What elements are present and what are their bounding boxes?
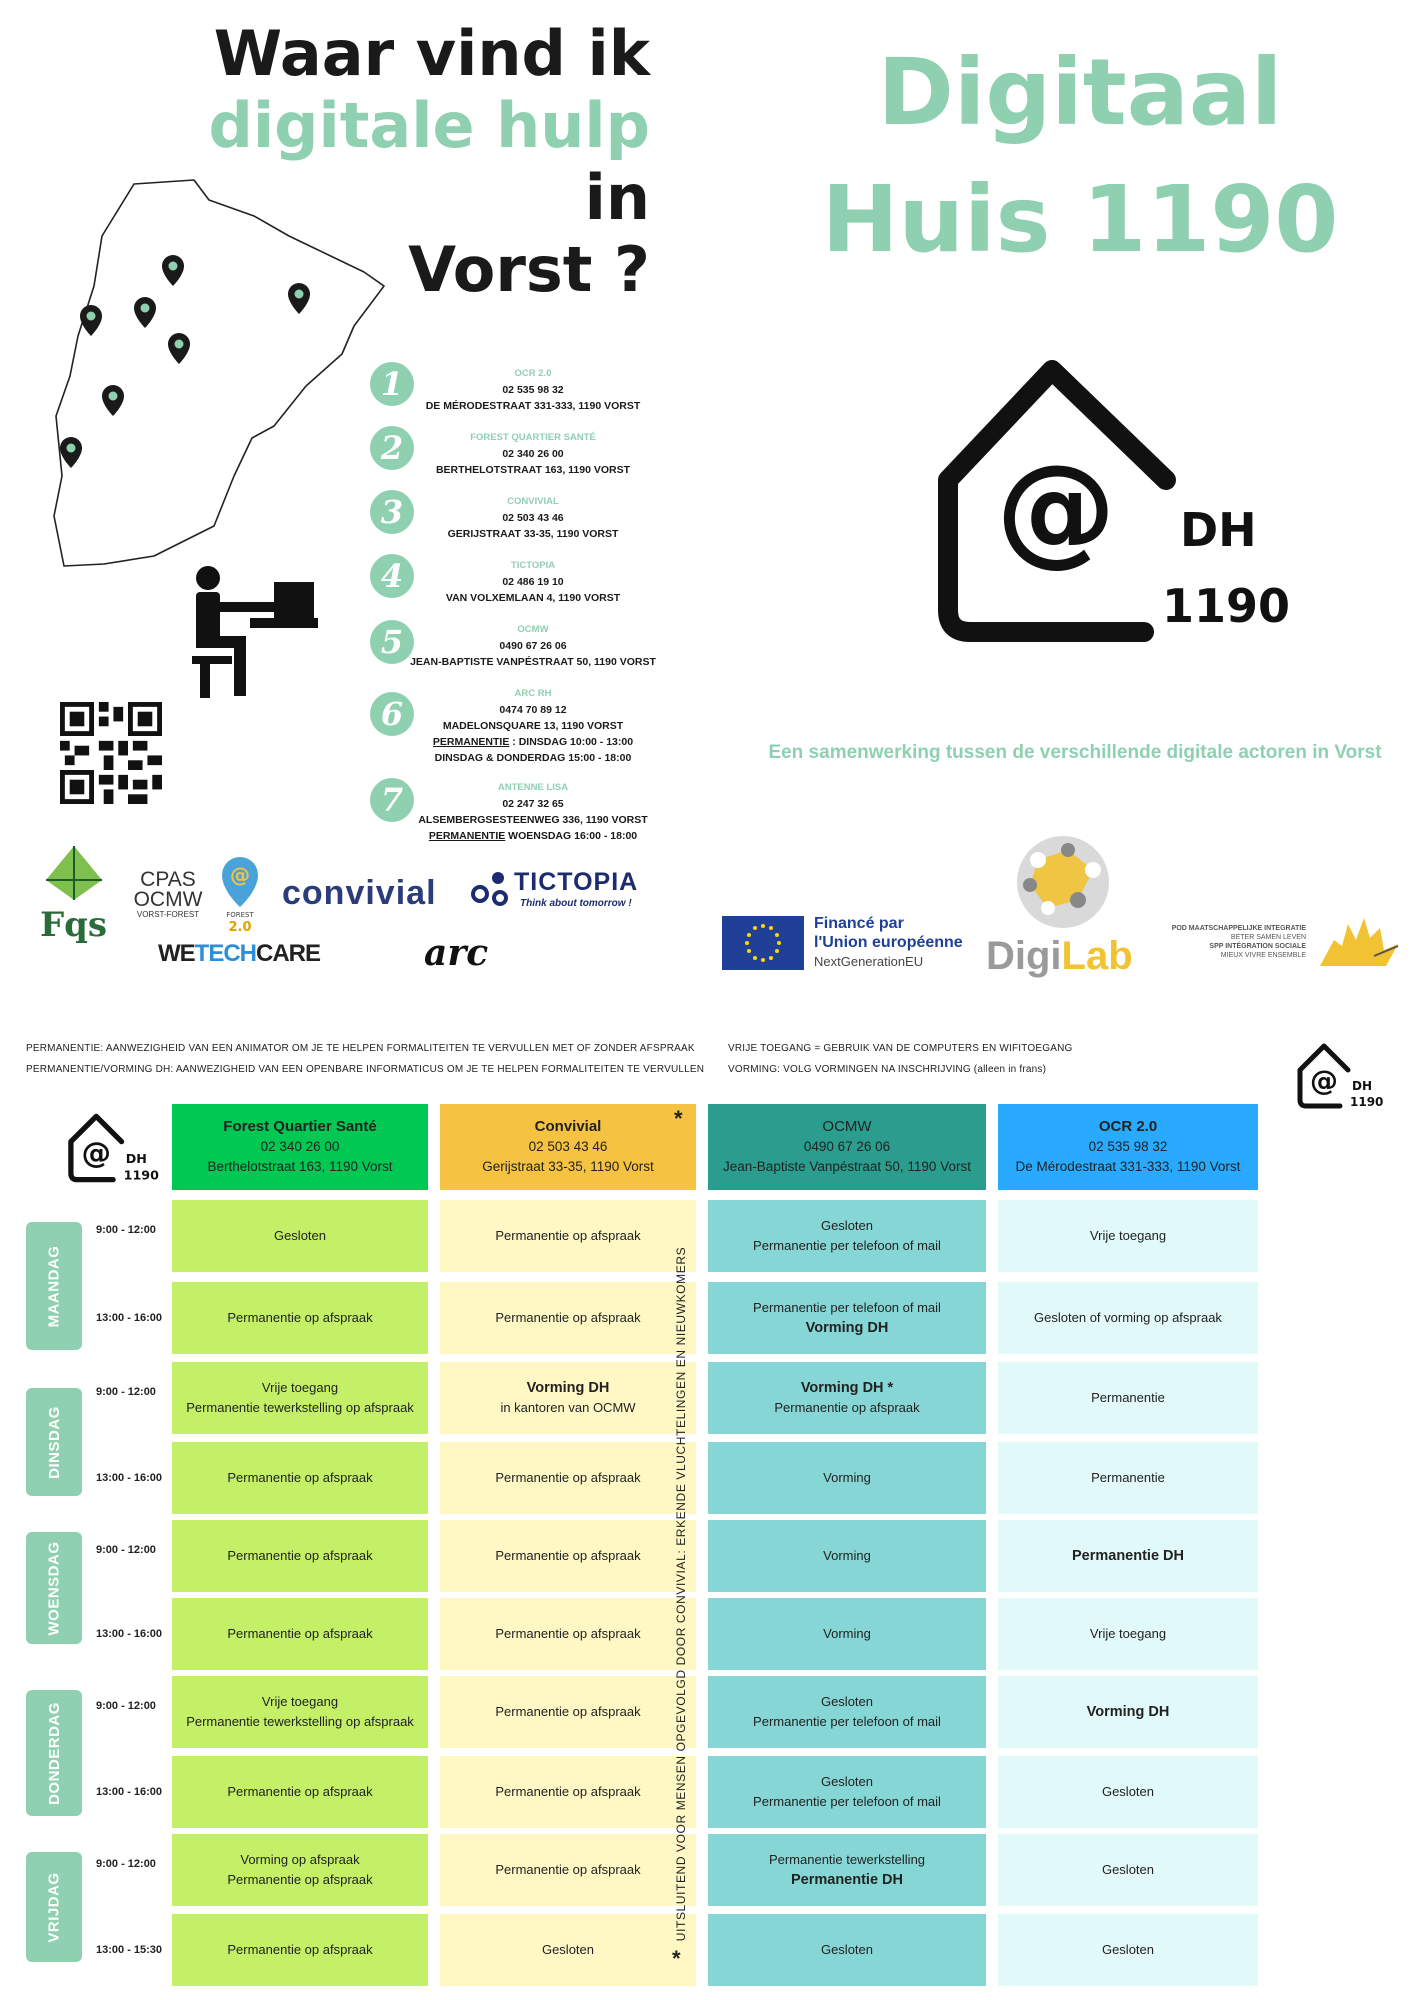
column-name: OCR 2.0 — [1098, 1118, 1158, 1135]
qr-code-icon — [60, 702, 162, 804]
location-name: OCR 2.0 — [514, 368, 552, 379]
schedule-cell-line: Permanentie op afspraak — [495, 1470, 641, 1485]
schedule-cell-line: Vrije toegang — [1089, 1228, 1167, 1243]
time-slot: 13:00 - 16:00 — [96, 1472, 163, 1484]
schedule-cell-line: Permanentie per telefoon of mail — [753, 1714, 941, 1729]
day-label-text: DONDERDAG — [45, 1701, 63, 1805]
location-5 — [368, 622, 698, 670]
spp-line2: BETER SAMEN LEVEN — [1230, 934, 1306, 941]
location-badge-6: 6 — [370, 692, 414, 736]
day-label-text: DINSDAG — [45, 1405, 63, 1479]
schedule-cell-line: Permanentie tewerkstelling — [768, 1852, 926, 1867]
wetech-care: CARE — [256, 940, 321, 967]
column-address: Jean-Baptiste Vanpéstraat 50, 1190 Vorst — [723, 1159, 971, 1174]
column-name: Forest Quartier Santé — [223, 1118, 377, 1135]
schedule-cell-c4 — [998, 1442, 1258, 1514]
schedule-cell-line: Permanentie DH — [1071, 1548, 1184, 1564]
schedule-cell-c2 — [440, 1362, 696, 1434]
location-hours — [368, 734, 698, 750]
schedule-cell-line: Gesloten — [820, 1942, 874, 1957]
collaboration-text: Een samenwerking tussen de verschillende digitale actoren in Vorst — [768, 742, 1382, 763]
schedule-cell-line: in kantoren van OCMW — [500, 1400, 636, 1415]
location-4 — [368, 558, 698, 606]
schedule-cell-c4 — [998, 1914, 1258, 1986]
schedule-cell-line: Permanentie per telefoon of mail — [753, 1300, 941, 1315]
eu-line2: l'Union européenne — [814, 934, 963, 951]
day-label — [26, 1852, 82, 1962]
location-3 — [368, 494, 698, 542]
svg-text:@: @ — [81, 1135, 111, 1170]
schedule-cell-c3 — [708, 1442, 986, 1514]
schedule-cell-line: Permanentie op afspraak — [495, 1704, 641, 1719]
svg-text:@: @ — [1310, 1064, 1338, 1097]
schedule-cell-c4 — [998, 1282, 1258, 1354]
digilab-globe-icon — [1008, 830, 1118, 934]
fqs-logo — [32, 842, 116, 945]
legend-permanentie: PERMANENTIE: AANWEZIGHEID VAN EEN ANIMATOR OM JE TE HELPEN FORMALITEITEN TE VERVULLEN MET OF ZONDER AFSPRAAK — [26, 1043, 695, 1054]
schedule-cell-c4 — [998, 1756, 1258, 1828]
schedule-cell-line: Gesloten — [541, 1942, 595, 1957]
dh-logo-table — [66, 1110, 159, 1186]
schedule-cell-c1 — [172, 1676, 428, 1748]
forest-version: 2.0 — [228, 920, 252, 935]
time-slot: 13:00 - 16:00 — [96, 1628, 163, 1640]
time-slot: 9:00 - 12:00 — [96, 1544, 156, 1556]
location-phone: 0474 70 89 12 — [499, 704, 567, 716]
column-phone: 02 535 98 32 — [1088, 1139, 1168, 1154]
schedule-cell-line: Permanentie per telefoon of mail — [753, 1794, 941, 1809]
schedule-cell-c1 — [172, 1834, 428, 1906]
eu-flag-icon — [722, 916, 804, 970]
time-slot: 9:00 - 12:00 — [96, 1224, 156, 1236]
location-hours — [368, 828, 698, 844]
location-6 — [368, 686, 698, 766]
schedule-cell-line: Vrije toegang — [261, 1380, 339, 1395]
dh-logo-small — [1296, 1040, 1384, 1112]
location-badge-3: 3 — [370, 490, 414, 534]
schedule-cell-line: Vorming DH — [526, 1380, 610, 1396]
schedule-cell-c2 — [440, 1756, 696, 1828]
column-phone: 0490 67 26 06 — [803, 1139, 891, 1154]
map-vorst — [44, 176, 404, 576]
digilab-lab: Lab — [1061, 934, 1133, 978]
dh-small-line1: DH — [1352, 1079, 1373, 1093]
schedule-cell-line: Permanentie op afspraak — [227, 1310, 373, 1325]
schedule-cell-c4 — [998, 1834, 1258, 1906]
schedule-cell-c3 — [708, 1200, 986, 1272]
schedule-cell-c1 — [172, 1520, 428, 1592]
schedule-cell-c2 — [440, 1200, 696, 1272]
location-address: JEAN-BAPTISTE VANPÉSTRAAT 50, 1190 VORST — [410, 656, 656, 668]
schedule-cell-line: Permanentie tewerkstelling op afspraak — [186, 1400, 414, 1415]
schedule-cell-line: Vorming — [823, 1470, 871, 1485]
tictopia-text: TICTOPIA — [514, 868, 639, 896]
schedule-cell-line: Permanentie per telefoon of mail — [753, 1238, 941, 1253]
schedule-cell-line: Permanentie op afspraak — [495, 1548, 641, 1563]
schedule-cell-c1 — [172, 1362, 428, 1434]
ocmw-text: OCMW — [133, 888, 203, 911]
location-phone: 02 247 32 65 — [502, 798, 564, 810]
location-address: MADELONSQUARE 13, 1190 VORST — [442, 720, 624, 732]
location-name: FOREST QUARTIER SANTÉ — [470, 432, 596, 443]
spp-logo — [1136, 924, 1306, 960]
wetechcare-logo — [158, 940, 320, 968]
schedule-cell-c2 — [440, 1282, 696, 1354]
time-slot: 9:00 - 12:00 — [96, 1700, 156, 1712]
spp-line4: MIEUX VIVRE ENSEMBLE — [1220, 952, 1306, 959]
legend-vorming: VORMING: VOLG VORMINGEN NA INSCHRIJVING (alleen in frans) — [728, 1064, 1047, 1075]
title-line1: Digitaal — [877, 39, 1283, 146]
convivial-note-star: * — [672, 1946, 681, 1971]
svg-text:@: @ — [996, 440, 1116, 579]
schedule-cell-c3 — [708, 1598, 986, 1670]
schedule-cell-c4 — [998, 1676, 1258, 1748]
schedule-cell-line: Gesloten of vorming op afspraak — [1034, 1310, 1222, 1325]
time-slot: 13:00 - 15:30 — [96, 1944, 163, 1956]
column-name: OCMW — [822, 1118, 872, 1135]
location-badge-5: 5 — [370, 620, 414, 664]
location-address: VAN VOLXEMLAAN 4, 1190 VORST — [445, 592, 621, 604]
location-1 — [368, 366, 698, 414]
map-pin-icon — [60, 255, 310, 468]
schedule-cell-c2 — [440, 1676, 696, 1748]
schedule-cell-line: Gesloten — [820, 1694, 874, 1709]
schedule-cell-c2 — [440, 1834, 696, 1906]
headline-in: in — [584, 160, 650, 234]
headline-line3: Vorst ? — [408, 232, 650, 306]
schedule-cell-c2 — [440, 1442, 696, 1514]
schedule-cell-line: Permanentie tewerkstelling op afspraak — [186, 1714, 414, 1729]
tictopia-icon — [470, 868, 510, 908]
day-label-text: WOENSDAG — [45, 1541, 63, 1635]
schedule-cell-line: Permanentie op afspraak — [495, 1626, 641, 1641]
convivial-logo: convivial — [282, 874, 437, 912]
legend-left — [26, 1038, 704, 1080]
fqs-text: Fqs — [40, 905, 108, 945]
column-phone: 02 503 43 46 — [528, 1139, 608, 1154]
schedule-cell-line: Vorming — [823, 1626, 871, 1641]
spp-line1: POD MAATSCHAPPELIJKE INTEGRATIE — [1171, 925, 1306, 932]
day-label-text: VRIJDAG — [45, 1871, 63, 1943]
wetech-we: WE — [158, 940, 195, 967]
schedule-cell-line: Permanentie op afspraak — [774, 1400, 920, 1415]
schedule-cell-c3 — [708, 1282, 986, 1354]
column-header-ocr — [998, 1104, 1258, 1190]
forest-20-logo — [218, 855, 262, 935]
schedule-cell-c2 — [440, 1914, 696, 1986]
location-hours-1: : DINSDAG 10:00 - 13:00 — [509, 736, 634, 748]
day-label — [26, 1532, 82, 1644]
vorst-forest-text: VORST-FOREST — [136, 910, 200, 919]
title-line2: Huis 1190 — [821, 165, 1339, 273]
headline-line1: Waar vind ik — [213, 17, 650, 90]
schedule-cell-c1 — [172, 1756, 428, 1828]
schedule-cell-c2 — [440, 1598, 696, 1670]
digitaal-huis-logo — [930, 350, 1290, 650]
location-badge-4: 4 — [370, 554, 414, 598]
digilab-digi: Digi — [986, 934, 1062, 978]
schedule-cell-line: Gesloten — [1101, 1784, 1155, 1799]
digilab-logo — [986, 830, 1136, 980]
convivial-note — [668, 1232, 694, 1956]
schedule-cell-line: Vrije toegang — [261, 1694, 339, 1709]
schedule-cell-c1 — [172, 1442, 428, 1514]
schedule-cell-line: Permanentie — [1091, 1390, 1165, 1405]
location-name: ARC RH — [514, 688, 552, 699]
spp-hands-icon — [1314, 910, 1400, 970]
dh-small-line2: 1190 — [1350, 1095, 1384, 1109]
wetech-tech: TECH — [194, 940, 257, 967]
schedule-cell-line: Gesloten — [820, 1774, 874, 1789]
schedule-cell-line: Permanentie op afspraak — [227, 1784, 373, 1799]
schedule-cell-line: Vorming DH — [805, 1320, 889, 1336]
column-header-forest-quartier-sante — [172, 1104, 428, 1190]
eu-funding-logo — [722, 914, 972, 974]
location-badge-7: 7 — [370, 778, 414, 822]
schedule-cell-line: Permanentie op afspraak — [227, 1942, 373, 1957]
location-phone: 02 340 26 00 — [502, 448, 564, 460]
location-name: CONVIVIAL — [507, 496, 559, 507]
day-label — [26, 1388, 82, 1496]
time-slot: 9:00 - 12:00 — [96, 1386, 156, 1398]
dh-table-line2: 1190 — [123, 1167, 159, 1183]
forest-text: FOREST — [226, 911, 254, 919]
location-2 — [368, 430, 698, 478]
dh-table-line1: DH — [125, 1150, 147, 1166]
page-title — [820, 30, 1340, 284]
tictopia-logo — [470, 868, 670, 912]
column-name: Convivial — [534, 1118, 602, 1135]
schedule-cell-line: Gesloten — [273, 1228, 327, 1243]
schedule-cell-c3 — [708, 1362, 986, 1434]
schedule-cell-line: Vorming — [823, 1548, 871, 1563]
location-address: ALSEMBERGSESTEENWEG 336, 1190 VORST — [418, 814, 648, 826]
location-hours-2: DINSDAG & DONDERDAG 15:00 - 18:00 — [434, 752, 632, 764]
schedule-cell-line: Permanentie op afspraak — [495, 1228, 641, 1243]
column-header-convivial — [440, 1104, 696, 1190]
location-phone: 02 486 19 10 — [502, 576, 564, 588]
location-hours-1: WOENSDAG 16:00 - 18:00 — [505, 830, 638, 842]
schedule-cell-c4 — [998, 1200, 1258, 1272]
location-name: TICTOPIA — [510, 560, 556, 571]
schedule-cell-line: Permanentie op afspraak — [227, 1470, 373, 1485]
location-phone: 02 535 98 32 — [502, 384, 564, 396]
location-phone: 02 503 43 46 — [502, 512, 564, 524]
dh-logo-line2: 1190 — [1162, 579, 1291, 633]
permanentie-label: PERMANENTIE — [432, 736, 510, 748]
location-badge-2: 2 — [370, 426, 414, 470]
schedule-cell-c1 — [172, 1914, 428, 1986]
day-label — [26, 1690, 82, 1816]
schedule-cell-c1 — [172, 1598, 428, 1670]
location-name: OCMW — [517, 624, 549, 635]
schedule-cell-c4 — [998, 1520, 1258, 1592]
time-slot: 9:00 - 12:00 — [96, 1858, 156, 1870]
schedule-cell-line: Permanentie op afspraak — [495, 1784, 641, 1799]
location-address: GERIJSTRAAT 33-35, 1190 VORST — [447, 528, 619, 540]
eu-line3: NextGenerationEU — [814, 954, 924, 969]
schedule-cell-line: Vorming DH * — [800, 1380, 894, 1396]
legend-right — [728, 1038, 1072, 1080]
computer-user-icon — [190, 562, 320, 702]
legend-vrije-toegang: VRIJE TOEGANG = GEBRUIK VAN DE COMPUTERS EN WIFITOEGANG — [728, 1043, 1073, 1054]
day-label-text: MAANDAG — [45, 1245, 63, 1327]
schedule-cell-line: Gesloten — [1101, 1942, 1155, 1957]
column-header-ocmw — [708, 1104, 986, 1190]
schedule-cell-line: Permanentie op afspraak — [227, 1872, 373, 1887]
cpas-text: CPAS — [140, 868, 196, 891]
location-badge-1: 1 — [370, 362, 414, 406]
location-phone: 0490 67 26 06 — [499, 640, 567, 652]
tictopia-slogan: Think about tomorrow ! — [520, 898, 632, 909]
schedule-cell-c1 — [172, 1200, 428, 1272]
permanentie-label: PERMANENTIE — [428, 830, 506, 842]
schedule-cell-c3 — [708, 1756, 986, 1828]
location-address: BERTHELOTSTRAAT 163, 1190 VORST — [435, 464, 631, 476]
schedule-cell-line: Permanentie op afspraak — [227, 1548, 373, 1563]
schedule-cell-c4 — [998, 1362, 1258, 1434]
schedule-cell-line: Vrije toegang — [1089, 1626, 1167, 1641]
time-slot: 13:00 - 16:00 — [96, 1786, 163, 1798]
location-address: DE MÉRODESTRAAT 331-333, 1190 VORST — [425, 400, 641, 412]
column-phone: 02 340 26 00 — [260, 1139, 340, 1154]
schedule-cell-c2 — [440, 1520, 696, 1592]
schedule-cell-line: Permanentie DH — [790, 1872, 903, 1888]
location-name: ANTENNE LISA — [497, 782, 569, 793]
legend-permanentie-vorming: PERMANENTIE/VORMING DH: AANWEZIGHEID VAN EEN OPENBARE INFORMATICUS OM JE TE HELPEN FORMALITEITEN TE VERVULLEN — [26, 1064, 705, 1075]
schedule-cell-c3 — [708, 1676, 986, 1748]
convivial-note-text: UITSLUITEND VOOR MENSEN OPGEVOLGD DOOR CONVIVIAL: ERKENDE VLUCHTELINGEN EN NIEUWKOMERS — [674, 1246, 688, 1942]
column-address: Gerijstraat 33-35, 1190 Vorst — [482, 1159, 654, 1174]
schedule-cell-line: Vorming DH — [1086, 1704, 1170, 1720]
location-7 — [368, 780, 698, 844]
column-address: De Mérodestraat 331-333, 1190 Vorst — [1015, 1159, 1241, 1174]
schedule-cell-line: Permanentie op afspraak — [495, 1310, 641, 1325]
schedule-cell-c3 — [708, 1520, 986, 1592]
schedule-cell-line: Vorming op afspraak — [240, 1852, 360, 1867]
schedule-cell-c1 — [172, 1282, 428, 1354]
eu-line1: Financé par — [814, 915, 904, 932]
schedule-cell-line: Permanentie — [1091, 1470, 1165, 1485]
schedule-cell-line: Permanentie op afspraak — [495, 1862, 641, 1877]
spp-line3: SPP INTÉGRATION SOCIALE — [1209, 943, 1306, 950]
headline-green: digitale hulp — [208, 88, 650, 162]
dh-logo-line1: DH — [1180, 503, 1257, 557]
schedule-cell-c3 — [708, 1914, 986, 1986]
column-address: Berthelotstraat 163, 1190 Vorst — [207, 1159, 393, 1174]
schedule-cell-c3 — [708, 1834, 986, 1906]
time-slot: 13:00 - 16:00 — [96, 1312, 163, 1324]
convivial-star: * — [674, 1106, 683, 1131]
schedule-cell-line: Gesloten — [1101, 1862, 1155, 1877]
schedule-cell-line: Permanentie op afspraak — [227, 1626, 373, 1641]
schedule-cell-c4 — [998, 1598, 1258, 1670]
cpas-logo — [128, 870, 208, 926]
day-label — [26, 1222, 82, 1350]
schedule-cell-line: Gesloten — [820, 1218, 874, 1233]
svg-text:@: @ — [230, 863, 250, 887]
arc-logo: arc — [424, 932, 489, 974]
